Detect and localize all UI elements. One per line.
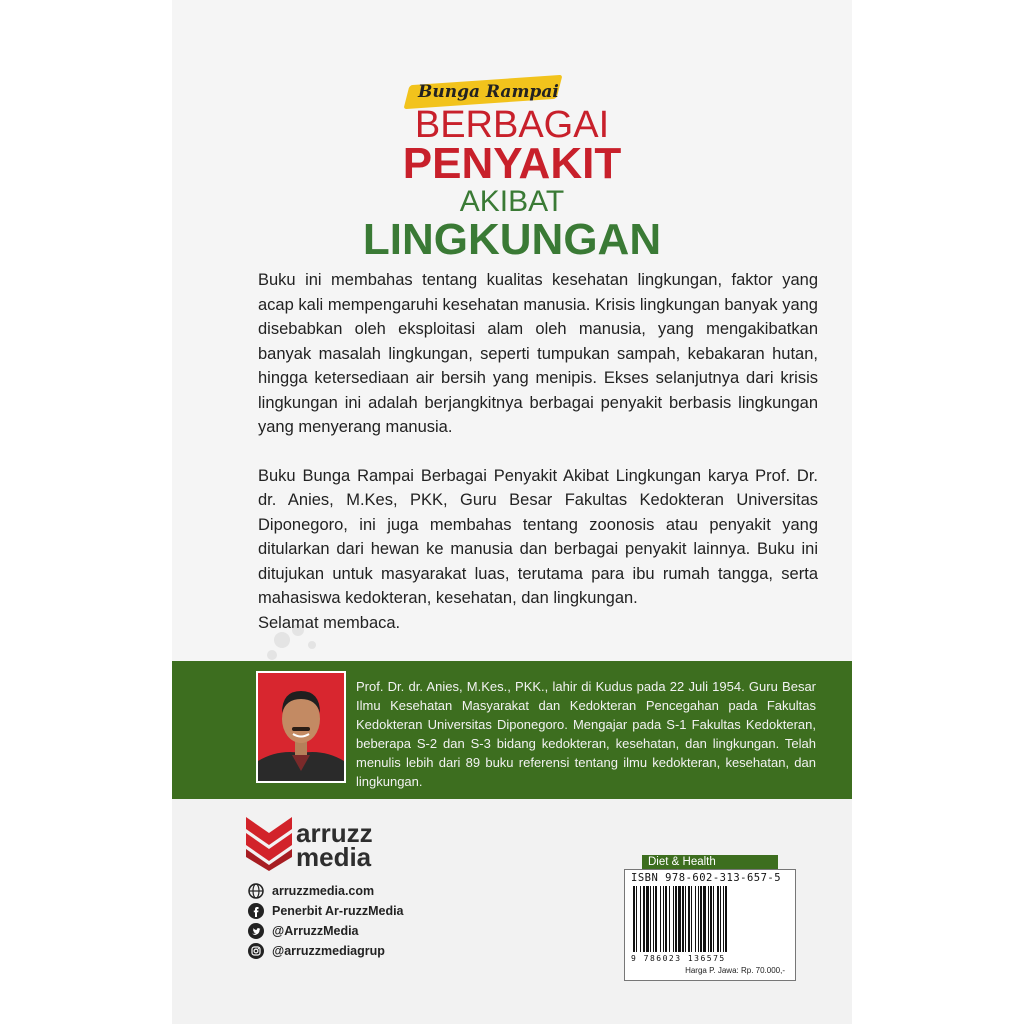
social-links (248, 881, 404, 961)
isbn-card (624, 869, 796, 981)
title-line-3: AKIBAT (459, 185, 565, 218)
title-block (172, 70, 852, 262)
title-line-4: LINGKUNGAN (362, 215, 662, 264)
website-text: arruzzmedia.com (272, 884, 375, 898)
author-bio: Prof. Dr. dr. Anies, M.Kes., PKK., lahir di Kudus pada 22 Juli 1954. Guru Besar Ilmu Kesehatan Masyarakat dan Kedokteran Pencegahan pada Fakultas Kedokteran Universitas Diponegoro. Mengajar pada S-1 Fakultas Kedokteran, beberapa S-2 dan S-3 bidang kedokteran, kesehatan, dan lingkungan. Telah menulis lebih dari 89 buku referensi tentang ilmu kedokteran, kesehatan, dan lingkungan. (356, 679, 816, 789)
social-website[interactable] (248, 881, 404, 901)
book-back-cover (172, 0, 852, 1024)
blurb-paragraph-1: Buku ini membahas tentang kualitas kesehatan lingkungan, faktor yang acap kali mempengaruhi kesehatan manusia. Krisis lingkungan banyak yang disebabkan oleh eksploitasi alam oleh manusia, yang mengakibatkan banyak masalah lingkungan, seperti tumpukan sampah, kebakaran hutan, hingga ketersediaan air bersih yang menipis. Ekses selanjutnya dari krisis lingkungan ini adalah berjangkitnya berbagai penyakit berbasis lingkungan yang menyerang manusia. (258, 271, 818, 436)
logo-line-2: media (296, 842, 372, 872)
category-label: Diet & Health (642, 855, 778, 869)
blurb-closing: Selamat membaca. (258, 613, 401, 632)
barcode-block (624, 855, 796, 989)
instagram-icon (248, 943, 264, 959)
blurb-paragraph-2: Buku Bunga Rampai Berbagai Penyakit Akibat Lingkungan karya Prof. Dr. dr. Anies, M.Kes, PKK, Guru Besar Fakultas Kedokteran Universitas Diponegoro, ini juga membahas tentang zoonosis atau penyakit yang ditularkan dari hewan ke manusia dan berbagai penyakit lainnya. Buku ini ditujukan untuk masyarakat luas, terutama para ibu rumah tangga, serta mahasiswa kedokteran, kesehatan, dan lingkungan. (258, 466, 818, 607)
arruzz-logo-icon (244, 813, 294, 871)
publisher-area (172, 799, 852, 1024)
social-instagram[interactable] (248, 941, 404, 961)
facebook-icon (248, 903, 264, 919)
barcode-icon (631, 886, 789, 956)
social-twitter[interactable] (248, 921, 404, 941)
author-band (172, 661, 852, 799)
logo-line-1: arruzz (296, 818, 373, 848)
series-label: Bunga Rampai (418, 82, 559, 102)
title-line-2: PENYAKIT (402, 139, 622, 188)
blurb (258, 268, 818, 659)
publisher-logo-text (296, 818, 373, 872)
globe-icon (248, 883, 264, 899)
facebook-text: Penerbit Ar-ruzzMedia (272, 904, 404, 918)
title-line-1: BERBAGAI (414, 104, 610, 146)
social-facebook[interactable] (248, 901, 404, 921)
barcode-digits: 9 786023 136575 (631, 954, 726, 963)
price-label: Harga P. Jawa: Rp. 70.000,- (685, 966, 785, 975)
isbn-text: ISBN 978-602-313-657-5 (631, 872, 782, 884)
instagram-text: @arruzzmediagrup (272, 944, 385, 958)
twitter-text: @ArruzzMedia (272, 924, 359, 938)
twitter-icon (248, 923, 264, 939)
author-photo (256, 671, 346, 783)
